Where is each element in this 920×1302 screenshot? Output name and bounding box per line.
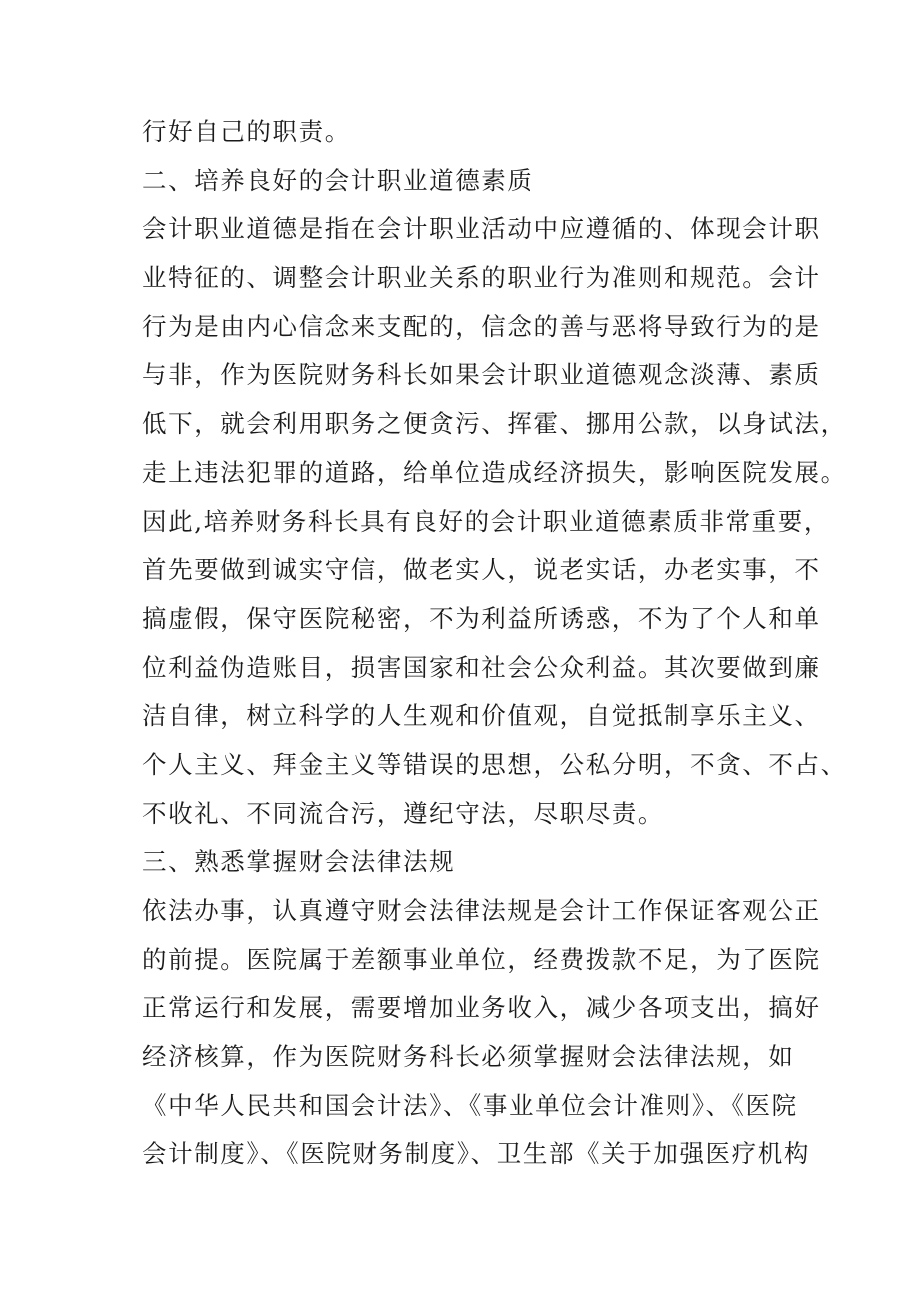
section-heading: 二、培养良好的会计职业道德素质 (142, 165, 534, 195)
text-line: 行好自己的职责。 (142, 117, 351, 146)
text-line: 行为是由内心信念来支配的，信念的善与恶将导致行为的是 (142, 311, 821, 341)
text-line: 不收礼、不同流合污，遵纪守法，尽职尽责。 (142, 798, 664, 828)
text-line: 《中华人民共和国会计法》、《事业单位会计准则》、《医院 (142, 1090, 798, 1120)
text-line: 洁自律，树立科学的人生观和价值观，自觉抵制享乐主义、 (142, 701, 821, 731)
text-line: 正常运行和发展，需要增加业务收入，减少各项支出，搞好 (142, 993, 821, 1023)
text-line: 依法办事，认真遵守财会法律法规是会计工作保证客观公正 (142, 896, 821, 925)
section-heading: 三、熟悉掌握财会法律法规 (142, 847, 456, 877)
text-line: 首先要做到诚实守信，做老实人，说老实话，办老实事，不 (142, 555, 821, 585)
text-line: 因此,培养财务科长具有良好的会计职业道德素质非常重要， (142, 506, 830, 536)
text-line: 业特征的、调整会计职业关系的职业行为准则和规范。会计 (142, 263, 821, 293)
text-line: 经济核算，作为医院财务科长必须掌握财会法律法规，如 (142, 1042, 795, 1072)
text-line: 低下，就会利用职务之便贪污、挥霍、挪用公款，以身试法， (142, 409, 847, 439)
text-line: 位利益伪造账目，损害国家和社会公众利益。其次要做到廉 (142, 652, 821, 682)
text-line: 与非，作为医院财务科长如果会计职业道德观念淡薄、素质 (142, 360, 821, 390)
text-line: 个人主义、拜金主义等错误的思想，公私分明，不贪、不占、 (142, 749, 847, 779)
text-line: 会计制度》、《医院财务制度》、卫生部《关于加强医疗机构 (142, 1139, 810, 1169)
text-line: 搞虚假，保守医院秘密，不为利益所诱惑，不为了个人和单 (142, 603, 821, 633)
text-line: 会计职业道德是指在会计职业活动中应遵循的、体现会计职 (142, 214, 821, 244)
document-body (142, 108, 847, 1179)
text-line: 走上违法犯罪的道路，给单位造成经济损失，影响医院发展。 (142, 457, 847, 487)
text-line: 的前提。医院属于差额事业单位，经费拨款不足，为了医院 (142, 944, 821, 974)
